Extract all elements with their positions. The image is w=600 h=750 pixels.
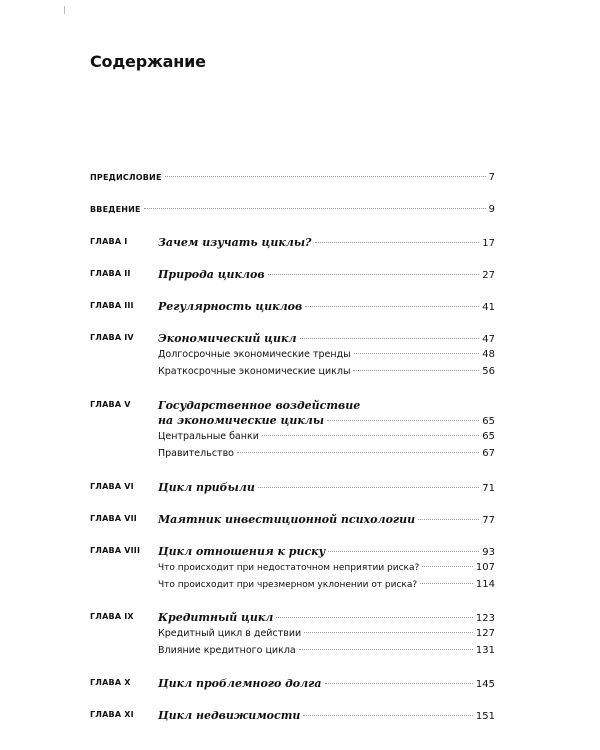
- toc-subentry[interactable]: [90, 349, 495, 365]
- section-title: Что происходит при недостаточном неприятии риска?: [158, 563, 420, 573]
- toc-entry-chapter-10[interactable]: [90, 677, 495, 693]
- chapter-title-line-2: на экономические циклы: [158, 414, 325, 427]
- chapter-title: Цикл отношения к риску: [158, 545, 326, 558]
- dot-leader: [268, 274, 480, 275]
- chapter-title: Цикл недвижимости: [158, 709, 301, 722]
- chapter-title: Экономический цикл: [158, 332, 297, 345]
- page-number: 107: [475, 562, 495, 573]
- chapter-label: ГЛАВА X: [90, 678, 131, 687]
- chapter-title: Цикл проблемного долга: [158, 677, 322, 690]
- dot-leader: [354, 353, 480, 354]
- dot-leader: [237, 452, 479, 453]
- chapter-label: ГЛАВА III: [90, 301, 134, 310]
- dot-leader: [258, 487, 479, 488]
- toc-entry-chapter-11[interactable]: [90, 709, 495, 725]
- toc-subentry[interactable]: [90, 645, 495, 661]
- dot-leader: [299, 649, 473, 650]
- dot-leader: [276, 617, 473, 618]
- chapter-label: ГЛАВА VIII: [90, 546, 141, 555]
- dot-leader: [304, 632, 473, 633]
- toc-subentry[interactable]: [90, 366, 495, 382]
- page-number: 145: [475, 679, 495, 690]
- page-number: 123: [475, 613, 495, 624]
- toc-entry-chapter-9[interactable]: [90, 611, 495, 627]
- section-title: Влияние кредитного цикла: [158, 645, 296, 656]
- page-number: 93: [482, 547, 495, 558]
- page-number: 131: [475, 645, 495, 656]
- chapter-label: ГЛАВА II: [90, 269, 131, 278]
- toc-entry-chapter-4[interactable]: [90, 332, 495, 348]
- dot-leader: [303, 715, 473, 716]
- toc-entry-chapter-1[interactable]: [90, 236, 495, 252]
- dot-leader: [422, 566, 473, 567]
- entry-title: ВВЕДЕНИЕ: [90, 205, 141, 214]
- toc-entry-chapter-5[interactable]: [90, 399, 495, 430]
- chapter-title-line-1: Государственное воздействие: [158, 399, 361, 412]
- dot-leader: [262, 435, 479, 436]
- dot-leader: [420, 583, 473, 584]
- dot-leader: [315, 242, 480, 243]
- toc-entry-chapter-6[interactable]: [90, 481, 495, 497]
- dot-leader: [325, 683, 473, 684]
- section-title: Центральные банки: [158, 431, 259, 442]
- dot-leader: [353, 370, 479, 371]
- entry-title: ПРЕДИСЛОВИЕ: [90, 173, 162, 182]
- toc-entry-introduction[interactable]: [90, 204, 495, 220]
- toc-subentry[interactable]: [90, 562, 495, 578]
- dot-leader: [300, 338, 480, 339]
- chapter-label: ГЛАВА I: [90, 237, 128, 246]
- toc-heading: Содержание: [90, 52, 206, 71]
- toc-entry-preface[interactable]: [90, 172, 495, 188]
- dot-leader: [305, 306, 479, 307]
- chapter-title: Регулярность циклов: [158, 300, 303, 313]
- page-number: 65: [482, 431, 495, 442]
- chapter-title: Маятник инвестиционной психологии: [158, 513, 416, 526]
- page-number: 151: [475, 711, 495, 722]
- section-title: Долгосрочные экономические тренды: [158, 349, 351, 360]
- toc-entry-chapter-8[interactable]: [90, 545, 495, 561]
- page-number: 67: [482, 448, 495, 459]
- page-number: 27: [482, 270, 495, 281]
- toc-entry-chapter-3[interactable]: [90, 300, 495, 316]
- toc-entry-chapter-7[interactable]: [90, 513, 495, 529]
- page-number: 17: [482, 238, 495, 249]
- dot-leader: [328, 551, 479, 552]
- page-number: 56: [482, 366, 495, 377]
- section-title: Что происходит при чрезмерном уклонении от риска?: [158, 580, 418, 590]
- chapter-label: ГЛАВА VII: [90, 514, 137, 523]
- dot-leader: [418, 519, 479, 520]
- chapter-title: Природа циклов: [158, 268, 265, 281]
- dot-leader: [165, 176, 486, 177]
- toc-subentry[interactable]: [90, 579, 495, 595]
- chapter-label: ГЛАВА XI: [90, 710, 134, 719]
- chapter-label: ГЛАВА IX: [90, 612, 134, 621]
- page-number: 9: [488, 204, 495, 215]
- dot-leader: [144, 208, 486, 209]
- chapter-label: ГЛАВА IV: [90, 333, 134, 342]
- page-number: 65: [482, 416, 495, 427]
- page-number: 71: [482, 483, 495, 494]
- chapter-title: Зачем изучать циклы?: [158, 236, 312, 249]
- toc-subentry[interactable]: [90, 431, 495, 447]
- toc-subentry[interactable]: [90, 448, 495, 464]
- page-number: 77: [482, 515, 495, 526]
- section-title: Кредитный цикл в действии: [158, 628, 302, 639]
- page-number: 7: [488, 172, 495, 183]
- chapter-label: ГЛАВА V: [90, 400, 131, 409]
- chapter-title: Кредитный цикл: [158, 611, 274, 624]
- scan-mark: [64, 6, 65, 14]
- page-number: 47: [482, 334, 495, 345]
- toc-subentry[interactable]: [90, 628, 495, 644]
- chapter-title: Цикл прибыли: [158, 481, 255, 494]
- page-number: 41: [482, 302, 495, 313]
- section-title: Правительство: [158, 448, 234, 459]
- page-number: 127: [475, 628, 495, 639]
- dot-leader: [327, 420, 479, 421]
- page-number: 114: [475, 579, 495, 590]
- toc-entry-chapter-2[interactable]: [90, 268, 495, 284]
- page-number: 48: [482, 349, 495, 360]
- chapter-label: ГЛАВА VI: [90, 482, 134, 491]
- section-title: Краткосрочные экономические циклы: [158, 366, 351, 377]
